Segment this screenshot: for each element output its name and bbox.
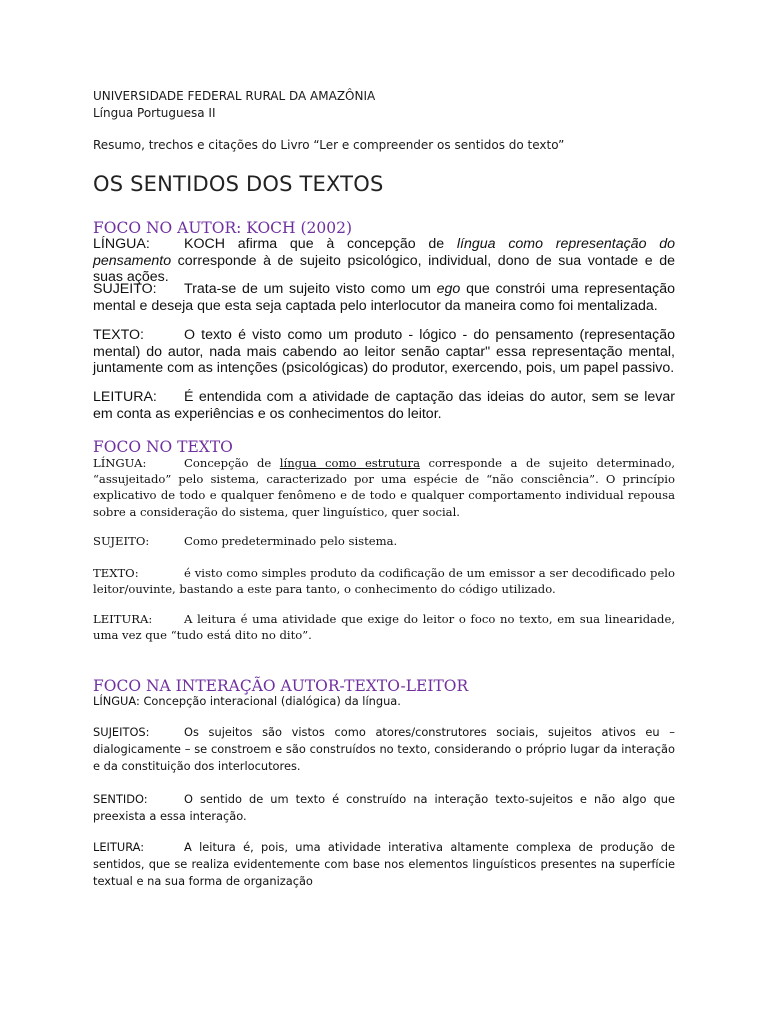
texto-lingua-text-post: corresponde a de sujeito determinado, “assujeitado” pelo sistema, caracterizado por uma espécie de “não consciência”. O princípio explicativo de todo e qualquer fenômeno e de todo e qualquer comportamento individual repousa sobre a consideração do sistema, quer linguístico, quer social. [93, 456, 676, 519]
autor-texto-paragraph [93, 327, 675, 377]
texto-texto-text: é visto como simples produto da codificação de um emissor a ser decodificado pelo leitor/ouvinte, bastando a este para tanto, o conhecimento do código utilizado. [93, 566, 675, 597]
autor-leitura-text: É entendida com a atividade de captação das ideias do autor, sem se levar em conta as experiências e os conhecimentos do leitor. [93, 389, 675, 422]
interacao-sentido-label: SENTIDO: [93, 792, 148, 806]
texto-lingua-label: LÍNGUA: [93, 456, 147, 470]
autor-texto-text: O texto é visto como um produto - lógico - do pensamento (representação mental) do autor, nada mais cabendo ao leitor senão captar" essa representação mental, juntamente com as intenções (psicológicas) do produtor, exercendo, pois, um papel passivo. [93, 327, 675, 377]
interacao-lingua-line: LÍNGUA: Concepção interacional (dialógica) da língua. [93, 694, 401, 708]
texto-sujeito-text: Como predeterminado pelo sistema. [184, 534, 398, 548]
interacao-sentido-text: O sentido de um texto é construído na interação texto-sujeitos e não algo que preexista a essa interação. [93, 792, 675, 824]
texto-texto-label: TEXTO: [93, 566, 139, 580]
interacao-sentido-paragraph [93, 791, 675, 825]
texto-lingua-underlined: língua como estrutura [279, 456, 421, 470]
autor-leitura-label: LEITURA: [93, 389, 157, 405]
texto-lingua-text-pre: Concepção de [184, 456, 280, 470]
texto-texto-paragraph [93, 565, 675, 597]
autor-sujeito-text-post: que constrói uma representação mental e deseja que esta seja captada pelo interlocutor da maneira como foi mentalizada. [93, 281, 675, 314]
interacao-sujeitos-text: Os sujeitos são vistos como atores/construtores sociais, sujeitos ativos eu – dialogicamente – se constroem e são construídos no texto, considerando o próprio lugar da interação e da constituição dos interlocutores. [93, 725, 675, 774]
interacao-leitura-text: A leitura é, pois, uma atividade interativa altamente complexa de produção de sentidos, que se realiza evidentemente com base nos elementos linguísticos presentes na superfície textual e na sua forma de organização [93, 840, 675, 889]
autor-lingua-paragraph [93, 236, 675, 286]
interacao-sujeitos-paragraph [93, 724, 675, 776]
autor-leitura-paragraph [93, 389, 675, 422]
texto-leitura-label: LEITURA: [93, 612, 153, 626]
texto-sujeito-paragraph [93, 533, 675, 549]
texto-leitura-paragraph [93, 611, 675, 643]
section-heading-autor: FOCO NO AUTOR: KOCH (2002) [93, 219, 352, 237]
texto-lingua-paragraph [93, 455, 675, 520]
autor-sujeito-text-pre: Trata-se de um sujeito visto como um [184, 281, 437, 297]
autor-lingua-text-pre: KOCH afirma que à concepção de [184, 236, 457, 252]
summary-line: Resumo, trechos e citações do Livro “Ler e compreender os sentidos do texto” [93, 138, 565, 152]
interacao-leitura-label: LEITURA: [93, 840, 145, 854]
autor-lingua-label: LÍNGUA: [93, 236, 150, 252]
interacao-leitura-paragraph [93, 839, 675, 891]
section-heading-interacao: FOCO NA INTERAÇÃO AUTOR-TEXTO-LEITOR [93, 677, 469, 695]
section-heading-texto: FOCO NO TEXTO [93, 438, 233, 456]
texto-leitura-text: A leitura é uma atividade que exige do leitor o foco no texto, em sua linearidade, uma vez que “tudo está dito no dito”. [93, 612, 675, 643]
course-name: Língua Portuguesa II [93, 106, 216, 120]
interacao-sujeitos-label: SUJEITOS: [93, 725, 150, 739]
autor-lingua-text-post: corresponde à de sujeito psicológico, individual, dono de sua vontade e de suas ações. [93, 252, 675, 286]
autor-sujeito-paragraph [93, 281, 675, 314]
autor-sujeito-label: SUJEITO: [93, 281, 157, 297]
autor-sujeito-emphasis: ego [436, 281, 461, 297]
page-title: OS SENTIDOS DOS TEXTOS [93, 172, 384, 196]
texto-sujeito-label: SUJEITO: [93, 534, 150, 548]
autor-texto-label: TEXTO: [93, 327, 144, 343]
university-name: UNIVERSIDADE FEDERAL RURAL DA AMAZÔNIA [93, 89, 376, 103]
autor-lingua-emphasis: língua como representação do pensamento [93, 236, 675, 269]
